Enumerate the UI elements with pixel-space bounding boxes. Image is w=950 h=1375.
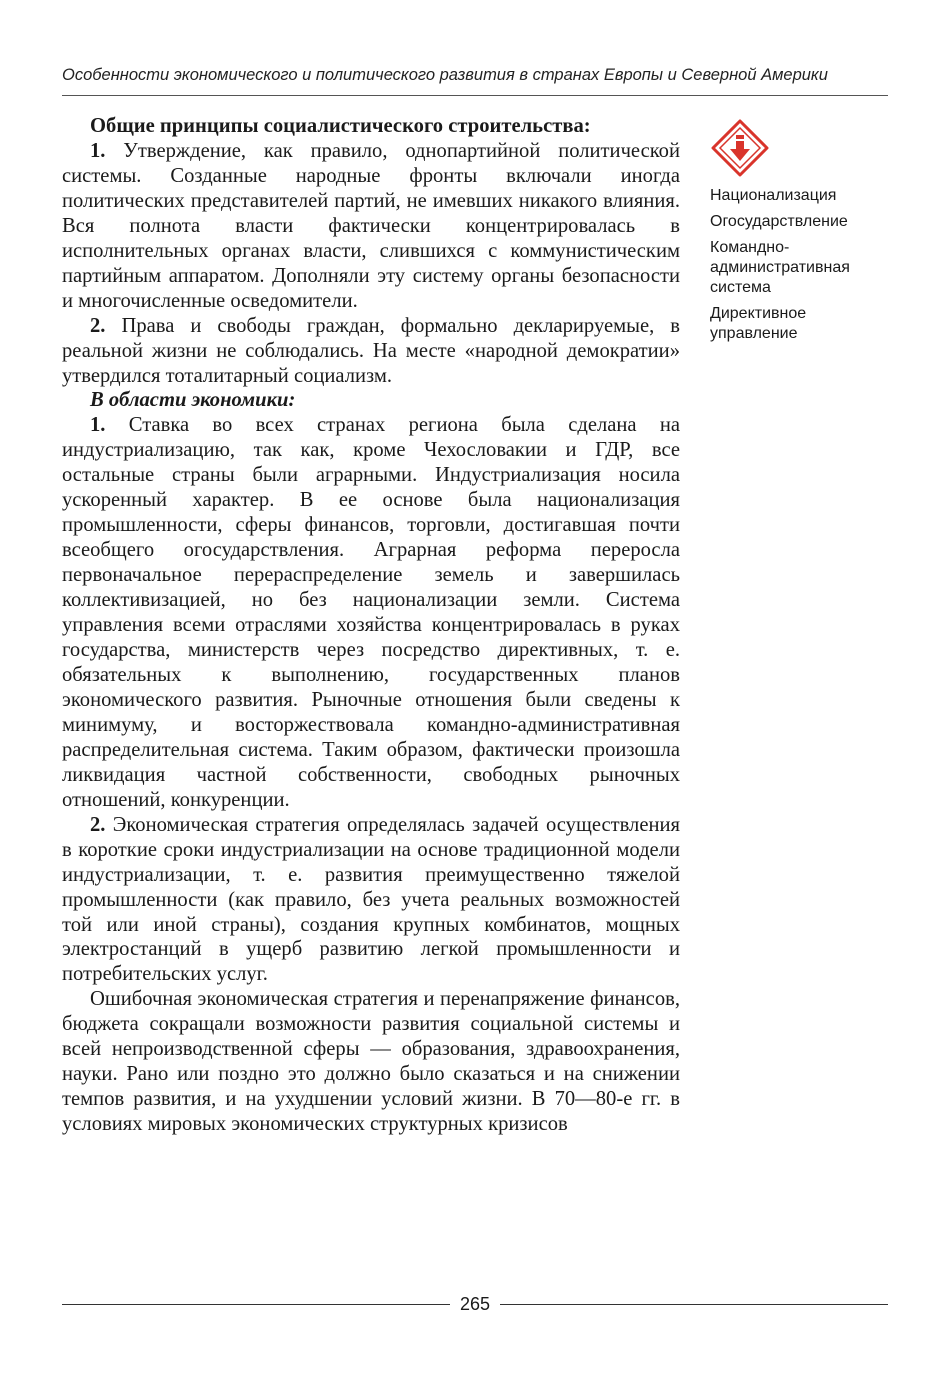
paragraph-text: Ошибочная экономическая стратегия и перенапряжение финансов, бюджета сокращали возможности развития социальной системы и всей непроизводственной сферы — образования, здравоохранения, науки. Рано или поздно это должно было сказаться и на снижении темпов развития, и на ухудшении условий жизни. В 70—80-е гг. в условиях мировых экономических структурных кризисов bbox=[62, 988, 680, 1136]
page-footer bbox=[62, 1292, 888, 1316]
list-number: 2. bbox=[90, 314, 106, 337]
paragraph-final bbox=[62, 987, 680, 1137]
paragraph-economy-2 bbox=[62, 813, 680, 988]
key-term: Национализация bbox=[710, 187, 837, 204]
key-term: Огосударствление bbox=[710, 213, 848, 230]
section-heading bbox=[62, 114, 680, 139]
paragraph-politics-2 bbox=[62, 314, 680, 389]
paragraph-text: Экономическая стратегия определялась задачей осуществления в короткие сроки индустриализации на основе традиционной модели индустриализации, т. е. развития преимущественно тяжелой промышленности (как правило, без учета реальных возможностей той или иной страны), создания крупных комбинатов, мощных электростанций в ущерб развитию легкой промышленности и потребительских услуг. bbox=[62, 813, 680, 986]
key-terms-sidebar bbox=[710, 118, 885, 350]
page-number: 265 bbox=[459, 1294, 491, 1314]
list-number: 1. bbox=[90, 414, 106, 437]
paragraph-economy-1 bbox=[62, 413, 680, 812]
key-term: Директивное управление bbox=[710, 305, 807, 342]
section-heading-text: Общие принципы социалистического строительства: bbox=[90, 115, 591, 137]
paragraph-politics-1 bbox=[62, 139, 680, 314]
list-number: 2. bbox=[90, 813, 106, 836]
main-text bbox=[62, 114, 680, 1137]
subheading-economy bbox=[62, 388, 680, 413]
running-head: Особенности экономического и политического развития в странах Европы и Северной Америки bbox=[62, 66, 828, 84]
key-term: Командно-административная система bbox=[710, 239, 850, 296]
list-number: 1. bbox=[90, 139, 106, 162]
header-rule bbox=[62, 95, 888, 96]
subheading-text: В области экономики: bbox=[90, 389, 296, 412]
footer-rule-right bbox=[500, 1304, 888, 1305]
paragraph-text: Утверждение, как правило, однопартийной политической системы. Созданные народные фронты включали иногда политических представителей партий, не имевших никакого влияния. Вся полнота власти фактически концентрировалась в исполнительных органах власти, слившихся с коммунистическим партийным аппаратом. Дополняли эту систему органы безопасности и многочисленные осведомители. bbox=[62, 139, 680, 312]
paragraph-text: Ставка во всех странах региона была сделана на индустриализацию, так как, кроме Чехословакии и ГДР, все остальные страны были аграрными. Индустриализация носила ускоренный характер. В ее основе была национализация промышленности, сферы финансов, торговли, достигавшая почти всеобщего огосударствления. Аграрная реформа переросла первоначальное перераспределение земель и завершилась коллективизацией, но без национализации земли. Система управления всеми отраслями хозяйства концентрировалась в руках государства, министерств через посредство директивных, т. е. обязательных к выполнению, государственных планов экономического развития. Рыночные отношения были сведены к минимуму, и восторжествовала командно-административная распределительная система. Таким образом, фактически произошла ликвидация частной собственности, свободных рыночных отношений, конкуренции. bbox=[62, 414, 680, 811]
footer-rule-left bbox=[62, 1304, 450, 1305]
key-terms-diamond-icon bbox=[710, 118, 770, 178]
paragraph-text: Права и свободы граждан, формально декларируемые, в реальной жизни не соблюдались. На месте «народной демократии» утвердился тоталитарный социализм. bbox=[62, 314, 680, 387]
